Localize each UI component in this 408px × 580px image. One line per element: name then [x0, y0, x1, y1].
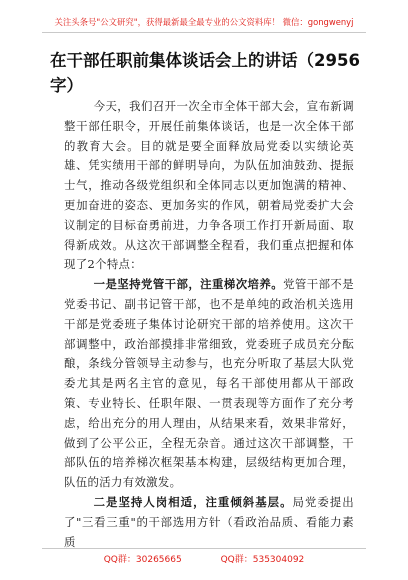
body-paragraph — [64, 275, 354, 493]
footer-divider — [42, 548, 366, 549]
paragraph-text: 党管干部不是党委书记、副书记管干部，也不是单纯的政治机关选用干部是党委班子集体讨论研究干部的培养使用。这次干部调整中，政治部摸排非常细致，党委班子成员充分酝酿，条线分管领导主动参与，也充分听取了基层大队党委尤其是两名主官的意见，每名干部使用都从干部政策、专业特长、任职年限、一贯表现等方面作了充分考虑，给出充分的用人理由，从结果来看，效果非常好，做到了公平公正，全程无杂音。通过这次干部调整，干部队伍的培养梯次框架基本构建，层级结构更加合理，队伍的活力有效激发。 — [64, 277, 354, 490]
body-paragraph — [64, 97, 354, 275]
body-paragraph — [64, 493, 354, 552]
footer-qq-group-2: QQ群：535304092 — [220, 555, 305, 565]
paragraph-text: 今天，我们召开一次全市全体干部大会，宣布新调整干部任职令，开展任前集体谈话，也是一次全体干部的教育大会。目的就是要全面释放局党委以实绩论英雄、凭实绩用干部的鲜明导向，为队伍加油鼓劲、提振士气，推动各级党组织和全体同志以更加饱满的精神、更加奋进的姿态、更加务实的作风，朝着局党委扩大会议制定的目标奋勇前进，力争各项工作打开新局面、取得新成效。从这次干部调整全程看，我们重点把握和体现了2个特点： — [64, 99, 354, 272]
footer — [0, 552, 408, 568]
header-divider — [42, 32, 366, 33]
paragraph-lead: 二是坚持人岗相适，注重倾斜基层。 — [93, 494, 293, 509]
document-title: 在干部任职前集体谈话会上的讲话（2956字） — [50, 51, 360, 95]
header-banner: 关注头条号"公文研究"，获得最新最全最专业的公文资料库！ 微信：gongwenyj — [54, 17, 354, 27]
footer-qq-group-1: QQ群：30265665 — [103, 555, 182, 565]
paragraph-text: 局党委提出了"三看三重"的干部选用方针（看政治品质、看能力素质 — [64, 494, 354, 549]
document-body — [64, 97, 354, 552]
paragraph-lead: 一是坚持党管干部，注重梯次培养。 — [93, 277, 284, 292]
